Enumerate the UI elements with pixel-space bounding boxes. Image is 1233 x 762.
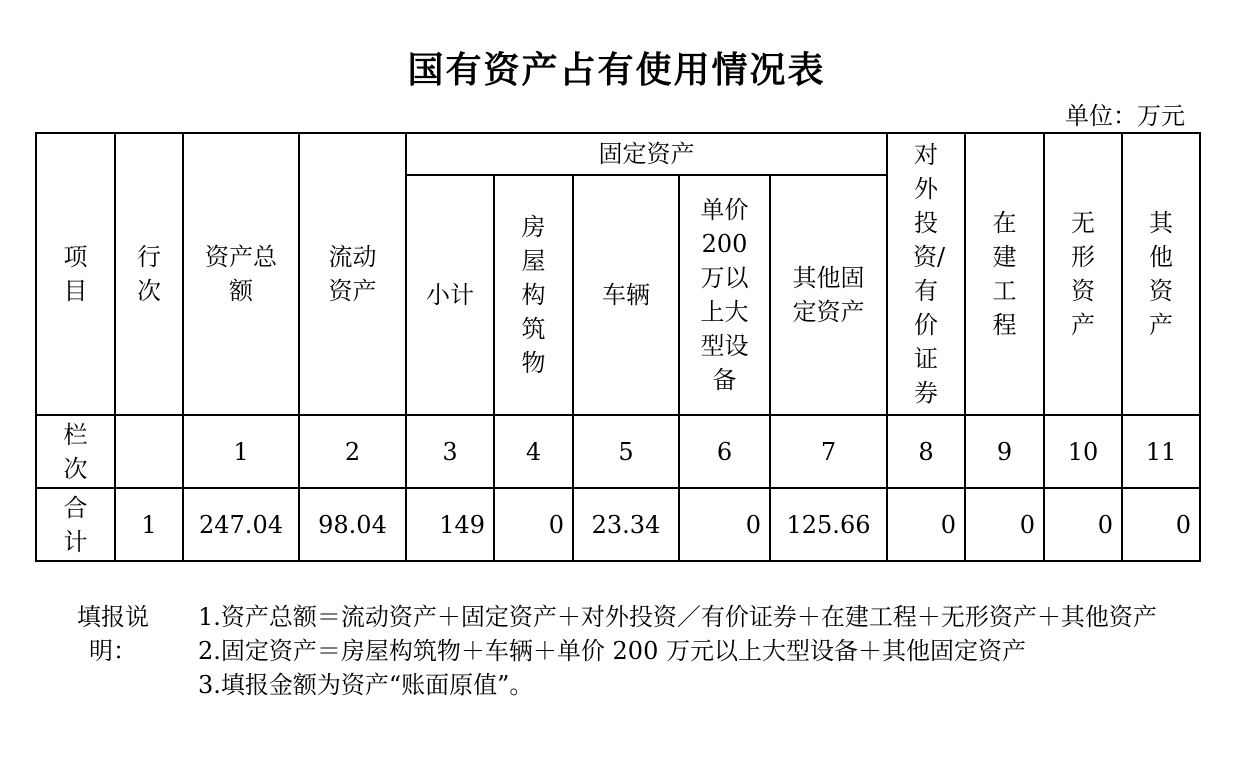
investment-value: 0 bbox=[887, 488, 965, 561]
header-subtotal: 小计 bbox=[406, 175, 494, 415]
total-row-no: 1 bbox=[115, 488, 183, 561]
column-number: 1 bbox=[183, 415, 299, 488]
header-item: 项目 bbox=[36, 133, 115, 415]
note-item: 2.固定资产＝房屋构筑物＋车辆＋单价 200 万元以上大型设备＋其他固定资产 bbox=[198, 637, 1026, 665]
total-row-label: 合计 bbox=[36, 488, 115, 561]
column-row-label: 栏次 bbox=[36, 415, 115, 488]
intangible-value: 0 bbox=[1044, 488, 1122, 561]
construction-value: 0 bbox=[965, 488, 1044, 561]
column-number: 9 bbox=[965, 415, 1044, 488]
header-investment: 对外投资/有价证券 bbox=[887, 133, 965, 415]
column-number: 6 bbox=[679, 415, 770, 488]
header-construction: 在建工程 bbox=[965, 133, 1044, 415]
other-assets-value: 0 bbox=[1122, 488, 1200, 561]
asset-table bbox=[35, 132, 1201, 562]
header-fixed-assets: 固定资产 bbox=[406, 133, 887, 175]
note-item: 3.填报金额为资产“账面原值”。 bbox=[198, 671, 534, 699]
column-number: 10 bbox=[1044, 415, 1122, 488]
header-current-assets: 流动资产 bbox=[299, 133, 406, 415]
vehicles-value: 23.34 bbox=[573, 488, 679, 561]
other-fixed-value: 125.66 bbox=[770, 488, 887, 561]
current-assets-value: 98.04 bbox=[299, 488, 406, 561]
notes-list bbox=[198, 600, 1193, 702]
header-row-1 bbox=[36, 133, 1200, 175]
header-other-assets: 其他资产 bbox=[1122, 133, 1200, 415]
page-title: 国有资产占有使用情况表 bbox=[407, 49, 826, 91]
notes-label: 填报说明： bbox=[77, 603, 149, 665]
column-number: 2 bbox=[299, 415, 406, 488]
column-number: 3 bbox=[406, 415, 494, 488]
column-row-blank bbox=[115, 415, 183, 488]
column-number: 4 bbox=[494, 415, 573, 488]
column-number: 8 bbox=[887, 415, 965, 488]
column-number-row bbox=[36, 415, 1200, 488]
header-large-equipment: 单价200万以上大型设备 bbox=[679, 175, 770, 415]
header-total-assets: 资产总额 bbox=[183, 133, 299, 415]
large-equipment-value: 0 bbox=[679, 488, 770, 561]
unit-label: 单位：万元 bbox=[1065, 102, 1185, 130]
column-number: 11 bbox=[1122, 415, 1200, 488]
header-row-no: 行次 bbox=[115, 133, 183, 415]
column-number: 7 bbox=[770, 415, 887, 488]
total-row bbox=[36, 488, 1200, 561]
header-intangible: 无形资产 bbox=[1044, 133, 1122, 415]
fixed-subtotal-value: 149 bbox=[406, 488, 494, 561]
buildings-value: 0 bbox=[494, 488, 573, 561]
header-other-fixed: 其他固定资产 bbox=[770, 175, 887, 415]
note-item: 1.资产总额＝流动资产＋固定资产＋对外投资／有价证券＋在建工程＋无形资产＋其他资产 bbox=[198, 603, 1157, 631]
total-assets-value: 247.04 bbox=[183, 488, 299, 561]
column-number: 5 bbox=[573, 415, 679, 488]
header-buildings: 房屋构筑物 bbox=[494, 175, 573, 415]
header-vehicles: 车辆 bbox=[573, 175, 679, 415]
